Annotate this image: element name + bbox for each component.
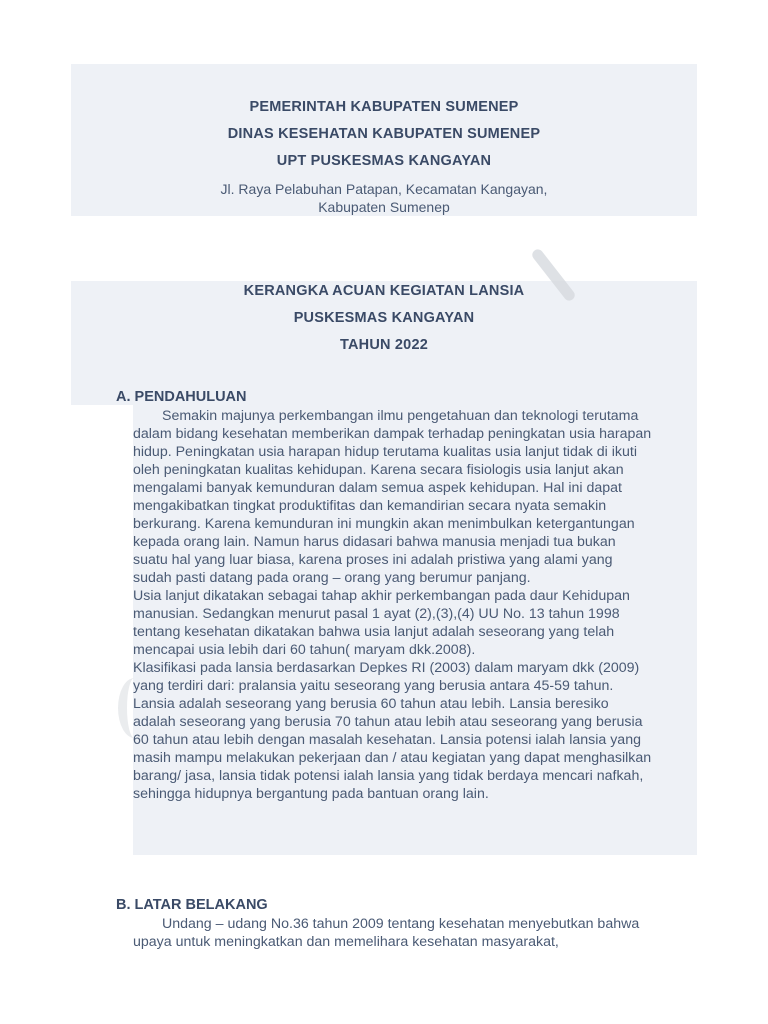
section-b-heading: B. LATAR BELAKANG xyxy=(116,897,268,913)
section-a-heading: A. PENDAHULUAN xyxy=(116,389,247,405)
doc-title-line-2: PUSKESMAS KANGAYAN xyxy=(293,310,475,326)
header-address-2: Kabupaten Sumenep xyxy=(318,199,450,215)
header-line-2: DINAS KESEHATAN KABUPATEN SUMENEP xyxy=(227,126,541,142)
section-a-body xyxy=(133,407,653,803)
header-address-1: Jl. Raya Pelabuhan Patapan, Kecamatan Kangayan, xyxy=(220,181,548,197)
header-line-3: UPT PUSKESMAS KANGAYAN xyxy=(276,153,492,169)
doc-title-line-3: TAHUN 2022 xyxy=(340,337,428,353)
doc-title-line-1: KERANGKA ACUAN KEGIATAN LANSIA xyxy=(243,283,525,299)
section-a-paragraph-2: Usia lanjut dikatakan sebagai tahap akhir perkembangan pada daur Kehidupan manusian. Sedangkan menurut pasal 1 ayat (2),(3),(4) UU No. 13 tahun 1998 tentang kesehatan dikatakan bahwa usia lanjut adalah seseorang yang telah mencapai usia lebih dari 60 tahun( maryam dkk.2008). xyxy=(133,588,630,658)
section-a-paragraph-3: Klasifikasi pada lansia berdasarkan Depkes RI (2003) dalam maryam dkk (2009) yang terdiri dari: pralansia yaitu seseorang yang berusia antara 45-59 tahun. Lansia adalah seseorang yang berusia 60 tahun atau lebih. Lansia beresiko adalah seseorang yang berusia 70 tahun atau lebih atau seseorang yang berusia 60 tahun atau lebih dengan masalah kesehatan. Lansia potensi ialah lansia yang masih mampu melakukan pekerjaan dan / atau kegiatan yang dapat menghasilkan barang/ jasa, lansia tidak potensi ialah lansia yang tidak berdaya mencari nafkah, sehingga hidupnya bergantung pada bantuan orang lain. xyxy=(133,660,652,802)
header-line-1: PEMERINTAH KABUPATEN SUMENEP xyxy=(249,99,519,115)
section-a-paragraph-1: Semakin majunya perkembangan ilmu pengetahuan dan teknologi terutama dalam bidang kesehatan memberikan dampak terhadap peningkatan usia harapan hidup. Peningkatan usia harapan hidup terutama kualitas usia lanjut tidak di ikuti oleh peningkatan kualitas kehidupan. Karena secara fisiologis usia lanjut akan mengalami banyak kemunduran dalam semua aspek kehidupan. Hal ini dapat mengakibatkan tingkat produktifitas dan kemandirian secara nyata semakin berkurang. Karena kemunduran ini mungkin akan menimbulkan ketergantungan kepada orang lain. Namun harus didasari bahwa manusia menjadi tua bukan suatu hal yang luar biasa, karena proses ini adalah pristiwa yang alami yang sudah pasti datang pada orang – orang yang berumur panjang. xyxy=(133,408,652,586)
section-b-body xyxy=(133,915,653,951)
section-b-paragraph-1: Undang – udang No.36 tahun 2009 tentang kesehatan menyebutkan bahwa upaya untuk meningkatkan dan memelihara kesehatan masyarakat, xyxy=(133,916,640,950)
